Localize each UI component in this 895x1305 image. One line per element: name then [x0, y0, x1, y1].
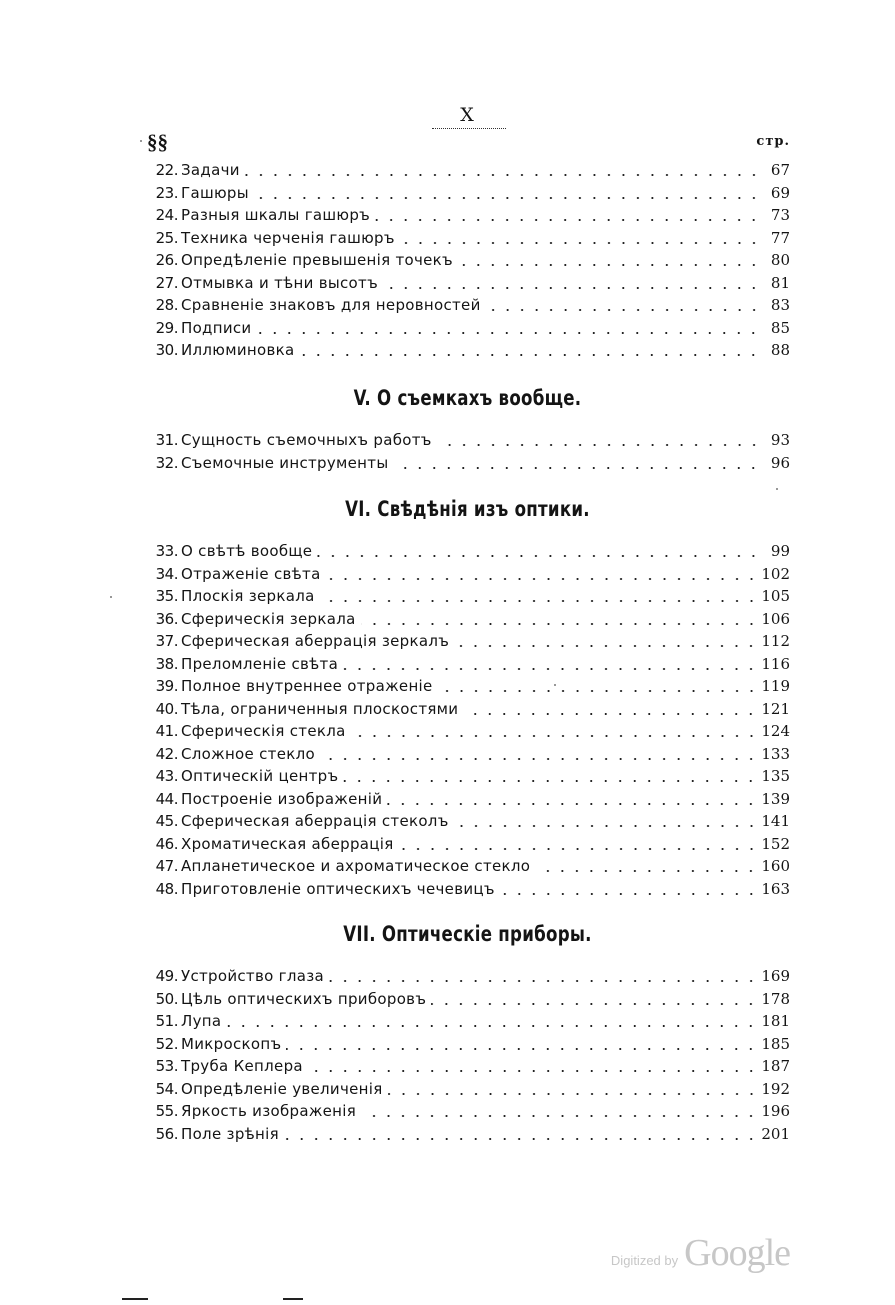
toc-title: Цѣль оптическихъ приборовъ — [181, 989, 427, 1008]
toc-page: 112 — [761, 632, 790, 650]
toc-page: 185 — [761, 1034, 790, 1053]
toc-row — [147, 810, 790, 833]
toc-number: 37. — [155, 632, 178, 650]
toc-row — [147, 1033, 790, 1056]
dot-leader — [437, 444, 761, 446]
toc-row — [147, 227, 790, 250]
toc-row — [147, 339, 790, 362]
toc-title: Сферическая аберрація зеркалъ — [181, 632, 450, 650]
toc-block-0 — [147, 159, 790, 362]
toc-title: Съемочные инструменты — [181, 453, 389, 472]
toc-page: 192 — [761, 1079, 790, 1098]
scan-speck — [554, 684, 556, 686]
toc-page: 124 — [761, 722, 790, 740]
toc-title: Подписи — [181, 318, 252, 337]
dot-leader — [226, 1025, 758, 1027]
toc-row — [147, 182, 790, 205]
toc-title: Лупа — [181, 1012, 222, 1030]
chapter-heading-v: V. О съемкахъ вообще. — [353, 386, 582, 410]
toc-number: 31. — [155, 431, 178, 449]
toc-page: 160 — [761, 857, 790, 875]
toc-number: 47. — [155, 857, 178, 875]
toc-title: Яркость изображенія — [181, 1102, 357, 1120]
toc-title: Преломленіе свѣта — [181, 654, 339, 673]
dot-leader — [500, 893, 759, 895]
toc-row — [147, 249, 790, 272]
dot-leader — [486, 309, 761, 311]
toc-page: 99 — [770, 542, 790, 560]
page-column-label: стр. — [756, 134, 790, 149]
toc-number: 39. — [155, 677, 178, 695]
toc-page: 116 — [761, 654, 790, 673]
toc-page: 85 — [770, 318, 790, 337]
toc-row — [147, 765, 790, 788]
toc-row — [147, 698, 790, 721]
dot-leader — [351, 735, 759, 737]
toc-title: Полное внутреннее отраженіе — [181, 677, 433, 695]
toc-number: 28. — [155, 296, 178, 314]
toc-number: 38. — [155, 654, 178, 673]
toc-row — [147, 452, 790, 475]
toc-page: 102 — [761, 564, 790, 583]
dot-leader — [343, 668, 758, 670]
page-number: X — [460, 104, 475, 126]
toc-row — [147, 878, 790, 901]
toc-number: 54. — [155, 1079, 178, 1098]
dot-leader — [286, 1048, 758, 1050]
toc-number: 55. — [155, 1102, 178, 1120]
toc-row — [147, 1078, 790, 1101]
toc-title: Опредѣленіе увеличенія — [181, 1079, 383, 1098]
toc-page: 169 — [761, 967, 790, 985]
toc-row — [147, 585, 790, 608]
toc-row — [147, 608, 790, 631]
toc-page: 93 — [770, 431, 790, 449]
edge-mark — [122, 1298, 148, 1300]
dot-leader — [317, 555, 761, 557]
toc-row — [147, 317, 790, 340]
toc-number: 27. — [155, 273, 178, 292]
toc-row — [147, 272, 790, 295]
toc-title: Поле зрѣнія — [181, 1124, 279, 1143]
toc-number: 33. — [155, 542, 178, 560]
toc-page: 106 — [761, 609, 790, 628]
toc-page: 121 — [761, 699, 790, 718]
chapter-heading-vii: VII. Оптическіе приборы. — [343, 922, 592, 946]
toc-number: 30. — [155, 341, 178, 359]
toc-title: Хроматическая аберрація — [181, 834, 394, 853]
toc-block-3 — [147, 965, 790, 1145]
dot-leader — [393, 467, 761, 469]
toc-row — [147, 204, 790, 227]
toc-title: Тѣла, ограниченныя плоскостями — [181, 699, 459, 718]
google-watermark — [611, 1231, 790, 1275]
dot-leader — [254, 197, 761, 199]
toc-row — [147, 294, 790, 317]
toc-page: 139 — [761, 789, 790, 808]
dot-leader — [388, 1093, 759, 1095]
toc-page: 187 — [761, 1057, 790, 1075]
toc-row — [147, 653, 790, 676]
dot-leader — [454, 825, 759, 827]
dot-leader — [387, 803, 758, 805]
toc-number: 36. — [155, 609, 178, 628]
toc-page: 105 — [761, 587, 790, 605]
toc-page: 181 — [761, 1012, 790, 1030]
toc-title: Сложное стекло — [181, 744, 315, 763]
toc-number: 45. — [155, 812, 178, 830]
dot-leader — [320, 600, 759, 602]
page-number-rule — [432, 128, 506, 129]
toc-page: 152 — [761, 834, 790, 853]
toc-page: 135 — [761, 767, 790, 785]
toc-number: 24. — [155, 206, 178, 224]
toc-page: 196 — [761, 1102, 790, 1120]
section-column-label: §§ — [147, 130, 168, 154]
toc-title: Построеніе изображеній — [181, 789, 383, 808]
dot-leader — [438, 690, 759, 692]
toc-number: 32. — [155, 453, 178, 472]
toc-page: 67 — [770, 161, 790, 179]
toc-title: Апланетическое и ахроматическое стекло — [181, 857, 531, 875]
toc-row — [147, 855, 790, 878]
toc-row — [147, 720, 790, 743]
dot-leader — [326, 578, 759, 580]
toc-page: 83 — [770, 296, 790, 314]
toc-row — [147, 965, 790, 988]
toc-number: 29. — [155, 318, 178, 337]
toc-row — [147, 1100, 790, 1123]
toc-page: 178 — [761, 989, 790, 1008]
toc-number: 40. — [155, 699, 178, 718]
edge-mark — [283, 1298, 303, 1300]
toc-page: 77 — [770, 228, 790, 247]
toc-title: Сферическія стекла — [181, 722, 346, 740]
toc-row — [147, 988, 790, 1011]
toc-row — [147, 743, 790, 766]
toc-number: 53. — [155, 1057, 178, 1075]
toc-row — [147, 563, 790, 586]
toc-title: Разныя шкалы гашюръ — [181, 206, 371, 224]
toc-number: 49. — [155, 967, 178, 985]
google-logo: Google — [684, 1232, 790, 1274]
dot-leader — [399, 848, 759, 850]
dot-leader — [361, 1115, 758, 1117]
toc-row — [147, 1123, 790, 1146]
toc-number: 34. — [155, 564, 178, 583]
dot-leader — [458, 264, 761, 266]
toc-title: Приготовленіе оптическихъ чечевицъ — [181, 879, 495, 898]
toc-page: 88 — [770, 341, 790, 359]
toc-row — [147, 159, 790, 182]
scan-speck — [776, 488, 778, 490]
dot-leader — [463, 713, 758, 715]
toc-row — [147, 675, 790, 698]
toc-number: 56. — [155, 1124, 178, 1143]
toc-number: 23. — [155, 183, 178, 202]
toc-title: Гашюры — [181, 183, 249, 202]
toc-block-2 — [147, 540, 790, 900]
scan-speck — [140, 140, 142, 142]
dot-leader — [308, 1070, 758, 1072]
toc-number: 22. — [155, 161, 178, 179]
toc-row — [147, 630, 790, 653]
toc-title: Сферическая аберрація стеколъ — [181, 812, 449, 830]
toc-row — [147, 833, 790, 856]
toc-title: О свѣтѣ вообще — [181, 542, 313, 560]
toc-number: 42. — [155, 744, 178, 763]
toc-page: 69 — [770, 183, 790, 202]
dot-leader — [361, 623, 759, 625]
toc-page: 163 — [761, 879, 790, 898]
toc-number: 52. — [155, 1034, 178, 1053]
toc-page: 133 — [761, 744, 790, 763]
dot-leader — [375, 219, 761, 221]
toc-number: 26. — [155, 251, 178, 269]
toc-title: Плоскія зеркала — [181, 587, 315, 605]
toc-title: Сравненіе знаковъ для неровностей — [181, 296, 481, 314]
toc-number: 46. — [155, 834, 178, 853]
dot-leader — [454, 645, 758, 647]
dot-leader — [320, 758, 758, 760]
toc-title: Отраженіе свѣта — [181, 564, 321, 583]
toc-number: 35. — [155, 587, 178, 605]
toc-page: 119 — [761, 677, 790, 695]
toc-row — [147, 1055, 790, 1078]
toc-title: Сущность съемочныхъ работъ — [181, 431, 432, 449]
dot-leader — [299, 354, 761, 356]
toc-number: 48. — [155, 879, 178, 898]
toc-title: Техника черченія гашюръ — [181, 228, 395, 247]
toc-number: 41. — [155, 722, 178, 740]
dot-leader — [431, 1003, 758, 1005]
toc-row — [147, 788, 790, 811]
toc-page: 81 — [770, 273, 790, 292]
dot-leader — [343, 780, 758, 782]
toc-number: 51. — [155, 1012, 178, 1030]
toc-title: Опредѣленіе превышенія точекъ — [181, 251, 453, 269]
dot-leader — [256, 332, 761, 334]
dot-leader — [383, 287, 761, 289]
dot-leader — [245, 174, 761, 176]
toc-title: Оптическій центръ — [181, 767, 339, 785]
toc-page: 73 — [770, 206, 790, 224]
toc-title: Иллюминовка — [181, 341, 295, 359]
scan-speck — [110, 596, 112, 598]
toc-title: Задачи — [181, 161, 240, 179]
digitized-by-label: Digitized by — [610, 1253, 679, 1268]
toc-page: 141 — [761, 812, 790, 830]
toc-title: Сферическія зеркала — [181, 609, 356, 628]
toc-number: 25. — [155, 228, 178, 247]
toc-block-1 — [147, 429, 790, 474]
toc-page: 80 — [770, 251, 790, 269]
dot-leader — [329, 980, 758, 982]
dot-leader — [400, 242, 761, 244]
toc-title: Труба Кеплера — [181, 1057, 303, 1075]
toc-title: Микроскопъ — [181, 1034, 282, 1053]
toc-title: Устройство глаза — [181, 967, 324, 985]
dot-leader — [535, 870, 758, 872]
chapter-heading-vi: VI. Свѣдѣнія изъ оптики. — [345, 497, 590, 521]
toc-title: Отмывка и тѣни высотъ — [181, 273, 378, 292]
toc-number: 50. — [155, 989, 178, 1008]
toc-row — [147, 1010, 790, 1033]
toc-page: 201 — [761, 1124, 790, 1143]
toc-page: 96 — [770, 453, 790, 472]
toc-number: 43. — [155, 767, 178, 785]
toc-row — [147, 429, 790, 452]
toc-number: 44. — [155, 789, 178, 808]
toc-row — [147, 540, 790, 563]
dot-leader — [284, 1138, 758, 1140]
